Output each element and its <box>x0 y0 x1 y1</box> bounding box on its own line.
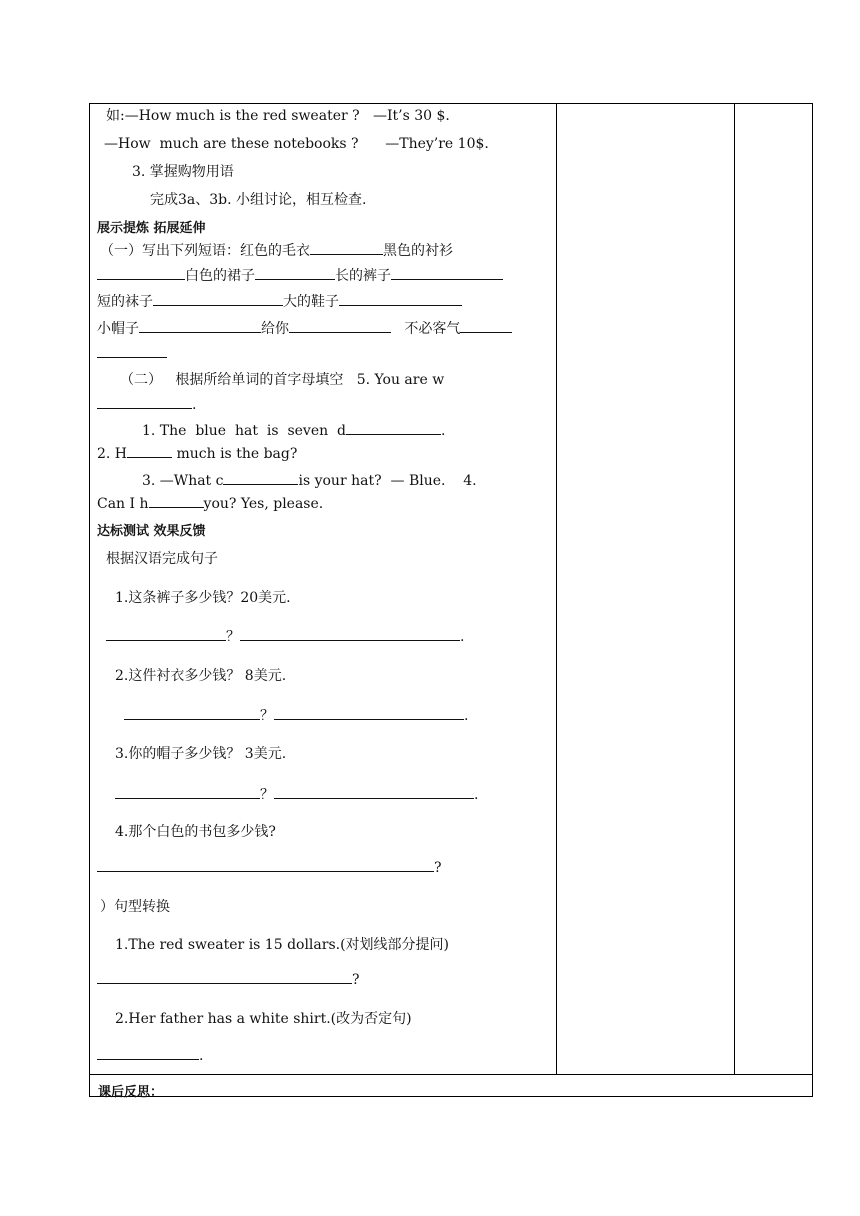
fill-q2: 2. H much is the bag? <box>97 446 298 462</box>
blank <box>127 444 172 458</box>
blank <box>274 706 464 720</box>
phrase-line-5 <box>97 344 167 363</box>
sentence-1: 1.这条裤子多少钱？20美元. <box>115 590 291 606</box>
transform-1: 1.The red sweater is 15 dollars.(对划线部分提问) <box>115 937 450 953</box>
blank <box>339 292 462 306</box>
section-heading-practice: 展示提炼 拓展延伸 <box>97 221 206 236</box>
reflection-label: 课后反思： <box>98 1085 164 1100</box>
phrase-line-1: （一）写出下列短语：红色的毛衣 黑色的衬衫 <box>100 243 453 259</box>
blank <box>115 785 260 799</box>
blank <box>223 471 298 485</box>
blank <box>391 266 503 280</box>
answer-line-3: ？ . <box>115 785 478 804</box>
blank <box>460 319 512 333</box>
blank <box>346 421 441 435</box>
phrase-line-3: 短的袜子 大的鞋子 <box>97 292 462 311</box>
objective-3-task: 完成3a、3b. 小组讨论，相互检查. <box>150 192 367 208</box>
blank <box>106 627 226 641</box>
blank <box>97 344 167 358</box>
blank <box>97 970 352 984</box>
answer-line-2: ？ . <box>124 706 468 725</box>
blank <box>149 494 204 508</box>
answer-line-4: ? <box>97 858 442 877</box>
phrase-line-4: 小帽子 给你 不必客气 <box>97 319 512 338</box>
answer-line-1: ？ . <box>106 627 464 646</box>
blank <box>240 627 460 641</box>
blank <box>289 319 391 333</box>
section-heading-test: 达标测试 效果反馈 <box>97 524 206 539</box>
row-divider <box>90 1074 812 1075</box>
transform-answer-1: ? <box>97 970 360 989</box>
sentence-2: 2.这件衬衣多少钱？ 8美元. <box>115 668 287 684</box>
blank <box>153 292 283 306</box>
blank <box>255 266 335 280</box>
fill-intro: （二） 根据所给单词的首字母填空 5. You are w <box>120 372 445 388</box>
fill-q5-blank: . <box>97 395 196 414</box>
transform-answer-2: . <box>97 1046 203 1065</box>
fill-q1: 1. The blue hat is seven d . <box>142 423 446 439</box>
example-line-1: 如:—How much is the red sweater ? —It’s 30 $. <box>106 108 450 124</box>
fill-q4: Can I h you? Yes, please. <box>97 496 324 512</box>
column-divider <box>734 104 735 1074</box>
transform-2: 2.Her father has a white shirt.(改为否定句) <box>115 1011 412 1027</box>
fill-q3: 3. —What c is your hat? — Blue. 4. <box>142 473 477 489</box>
example-line-2: —How much are these notebooks ? —They’re 10$. <box>104 136 489 152</box>
blank <box>97 858 434 872</box>
sentence-4: 4.那个白色的书包多少钱? <box>115 824 276 840</box>
blank <box>124 706 260 720</box>
blank <box>310 241 383 255</box>
test-instruction: 根据汉语完成句子 <box>106 551 218 567</box>
blank <box>139 319 261 333</box>
column-divider <box>556 104 557 1074</box>
sentence-3: 3.你的帽子多少钱？ 3美元. <box>115 746 287 762</box>
blank <box>97 395 192 409</box>
phrase-line-2: 白色的裙子 长的裤子 <box>97 266 503 285</box>
blank <box>97 266 185 280</box>
transform-heading: ）句型转换 <box>100 899 170 915</box>
blank <box>97 1046 199 1060</box>
objective-3: 3. 掌握购物用语 <box>132 164 234 180</box>
blank <box>274 785 474 799</box>
